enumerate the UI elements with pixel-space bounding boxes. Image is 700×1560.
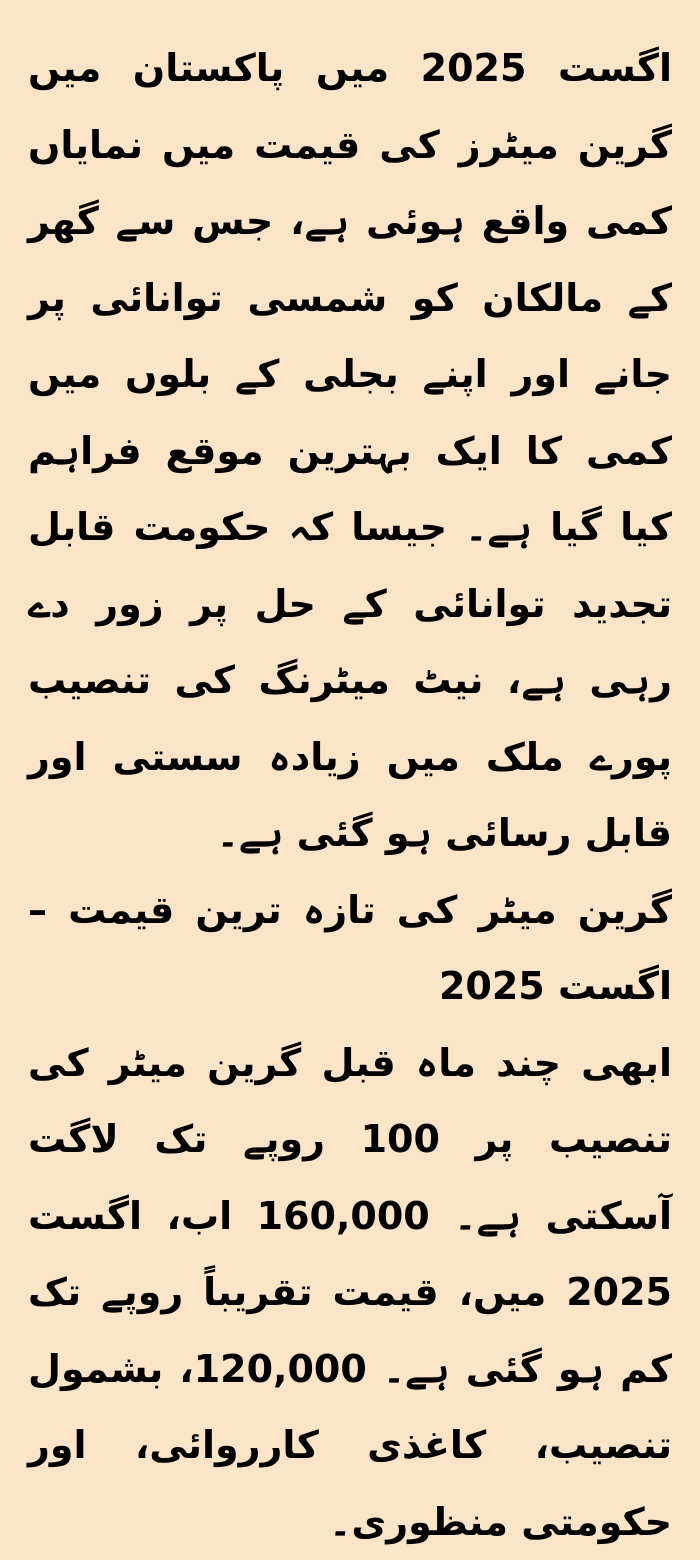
section-heading-price: گرین میٹر کی تازہ ترین قیمت – اگست 2025 — [28, 872, 672, 1025]
intro-paragraph: اگست 2025 میں پاکستان میں گرین میٹرز کی قیمت میں نمایاں کمی واقع ہوئی ہے، جس سے گھر کے مالکان کو شمسی توانائی پر جانے اور اپنے بجلی کے بلوں میں کمی کا ایک بہترین موقع فراہم کیا گیا ہے۔ جیسا کہ حکومت قابل تجدید توانائی کے حل پر زور دے رہی ہے، نیٹ میٹرنگ کی تنصیب پورے ملک میں زیادہ سستی اور قابل رسائی ہو گئی ہے۔ — [28, 30, 672, 872]
price-paragraph: ابھی چند ماہ قبل گرین میٹر کی تنصیب پر 100 روپے تک لاگت آسکتی ہے۔ 160,000 اب، اگست 2025 میں، قیمت تقریباً روپے تک کم ہو گئی ہے۔ 120,000، بشمول تنصیب، کاغذی کارروائی، اور حکومتی منظوری۔ — [28, 1025, 672, 1560]
article-body — [28, 30, 672, 1560]
